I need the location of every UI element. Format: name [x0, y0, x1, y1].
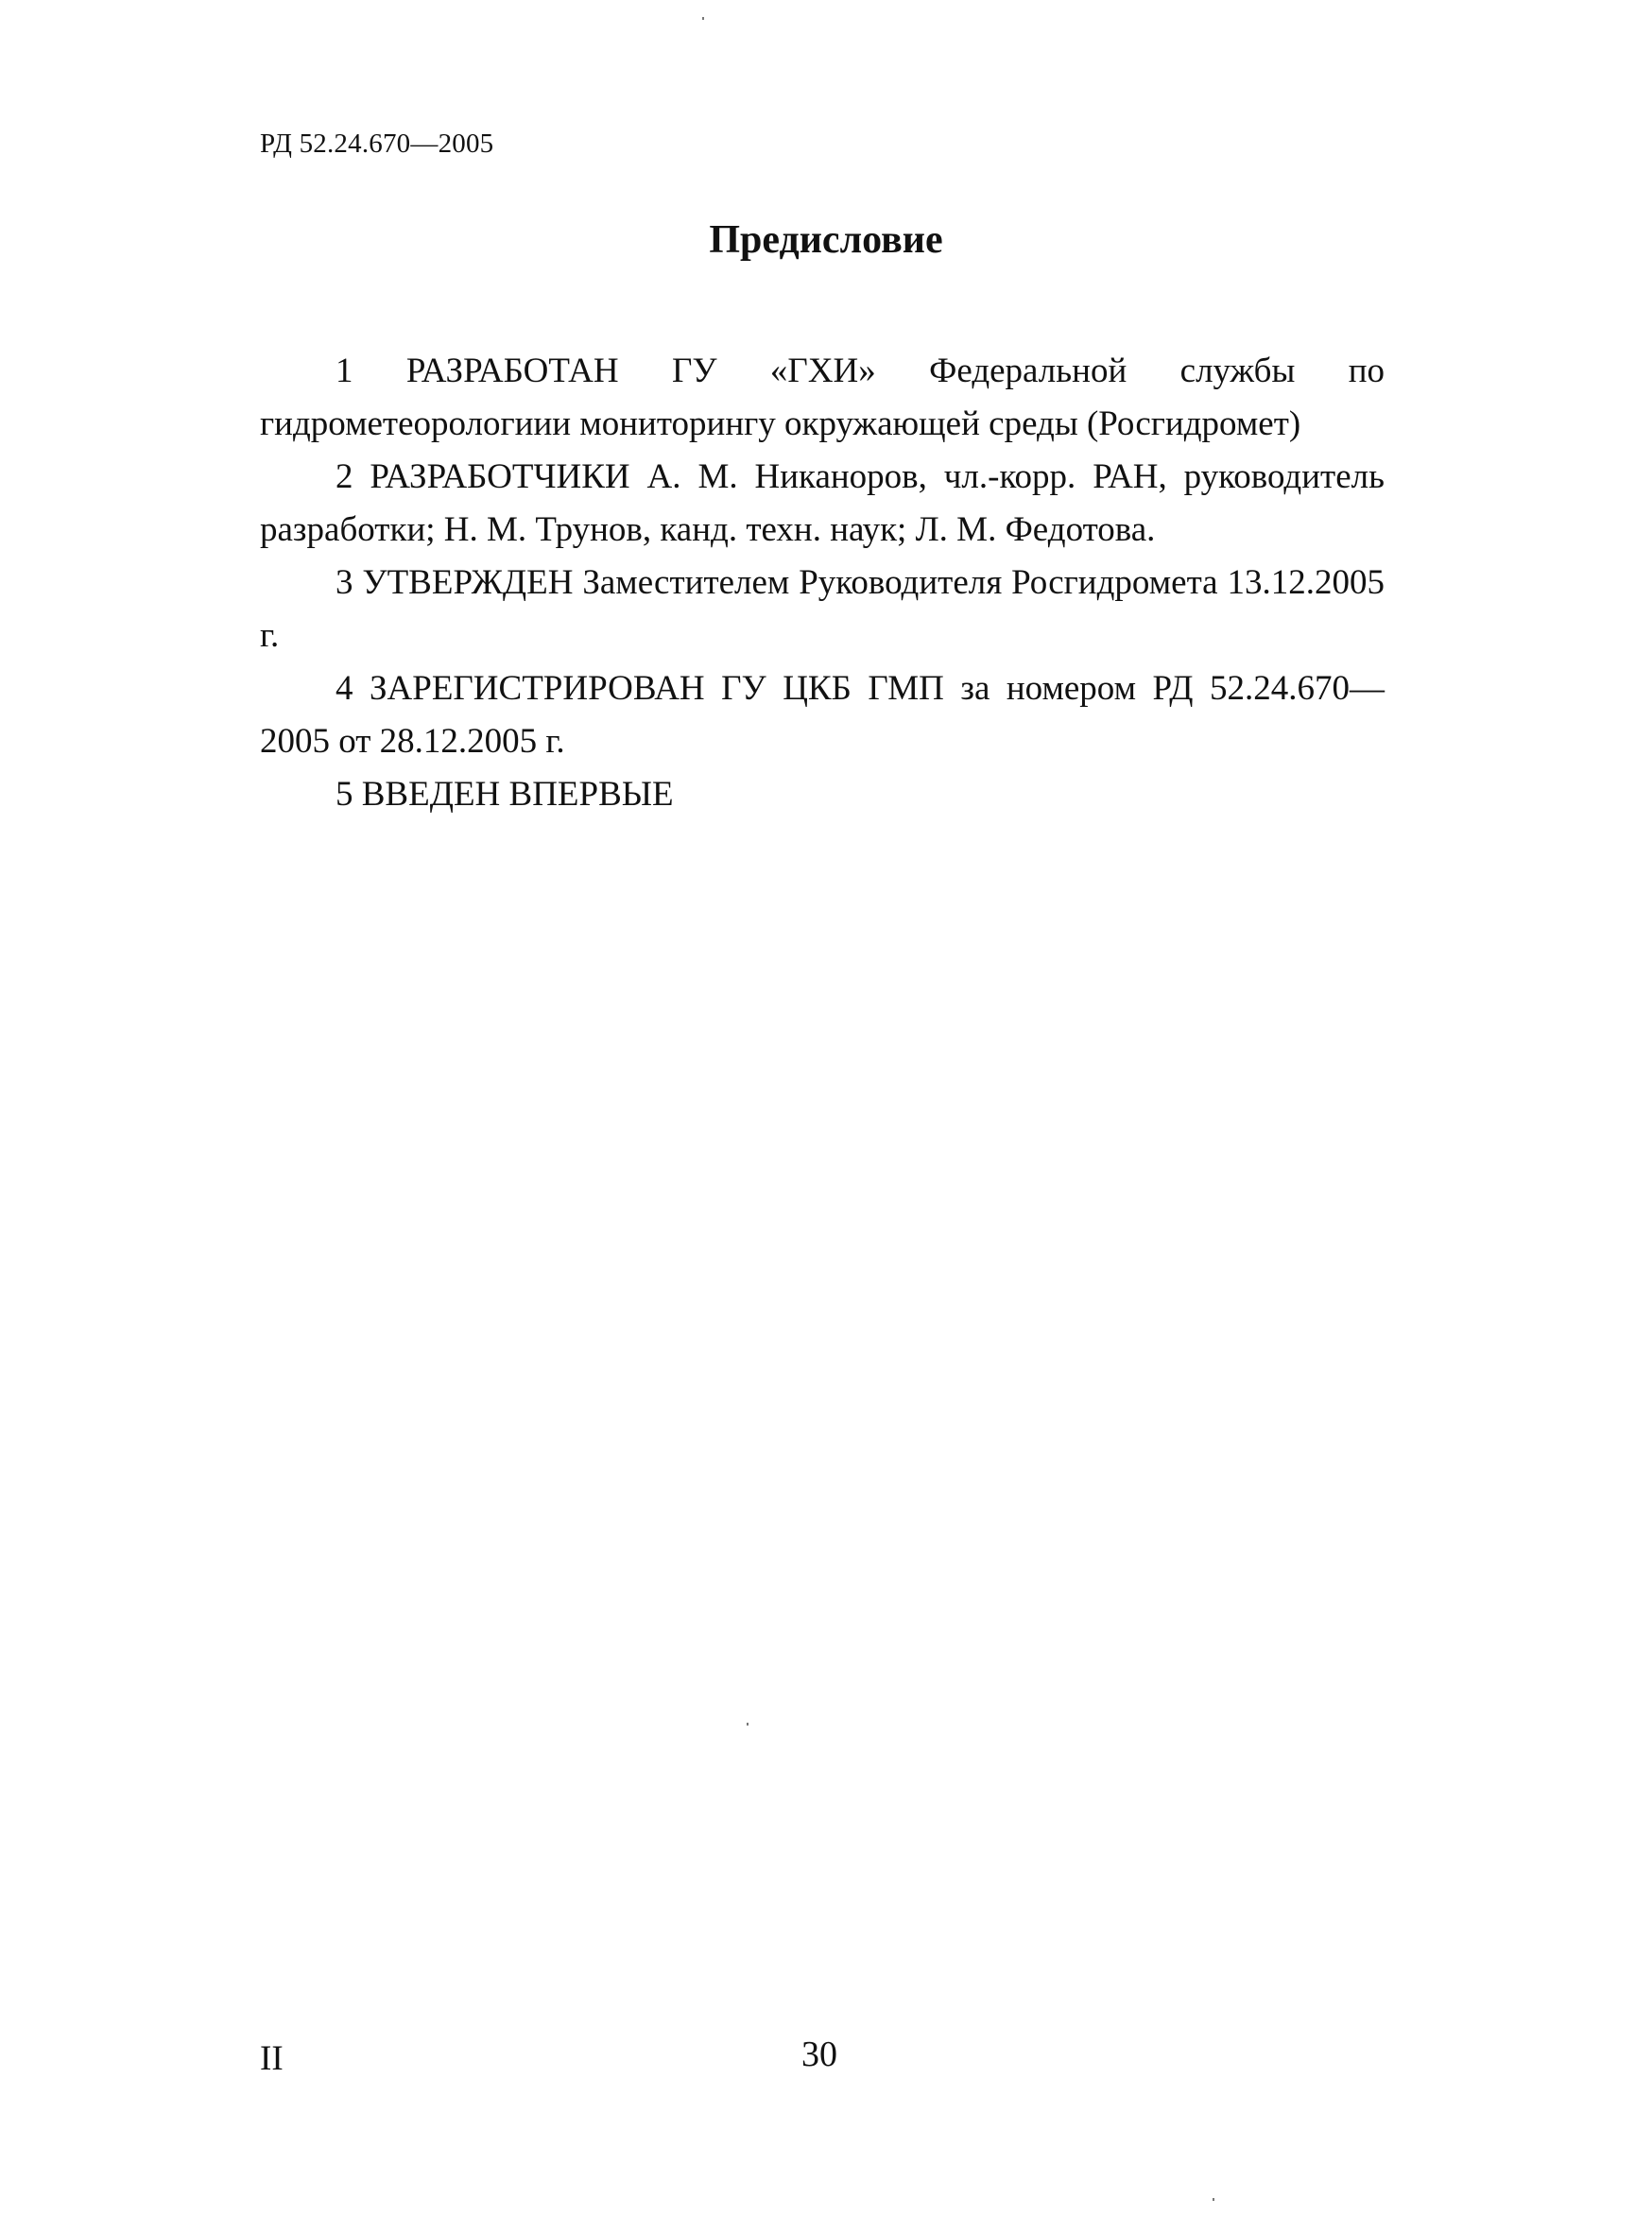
page-title-text: Предисловие: [709, 218, 943, 262]
foreword-item-3: 3 УТВЕРЖДЕН Заместителем Руководителя Росгидромета 13.12.2005 г.: [260, 563, 1385, 655]
foreword-body: [260, 345, 1385, 821]
document-code: РД 52.24.670—2005: [260, 129, 494, 159]
foreword-item-2: 2 РАЗРАБОТЧИКИ А. М. Никаноров, чл.-корр. РАН, руководитель разработки; Н. М. Трунов, канд. техн. наук; Л. М. Федотова.: [260, 457, 1385, 549]
foreword-item-1: 1 РАЗРАБОТАН ГУ «ГХИ» Федеральной службы по гидрометеорологиии мониторингу окружающей среды (Росгидромет): [260, 352, 1385, 443]
scan-speck: [747, 1723, 749, 1726]
scan-speck: [702, 17, 704, 20]
page-number: 30: [801, 2035, 837, 2074]
page-title: [0, 217, 1652, 263]
foreword-item-5: 5 ВВЕДЕН ВПЕРВЫЕ: [336, 775, 674, 814]
foreword-item-4: 4 ЗАРЕГИСТРИРОВАН ГУ ЦКБ ГМП за номером РД 52.24.670—2005 от 28.12.2005 г.: [260, 669, 1385, 761]
roman-page-number: II: [260, 2039, 284, 2078]
scan-speck: [1213, 2198, 1214, 2201]
